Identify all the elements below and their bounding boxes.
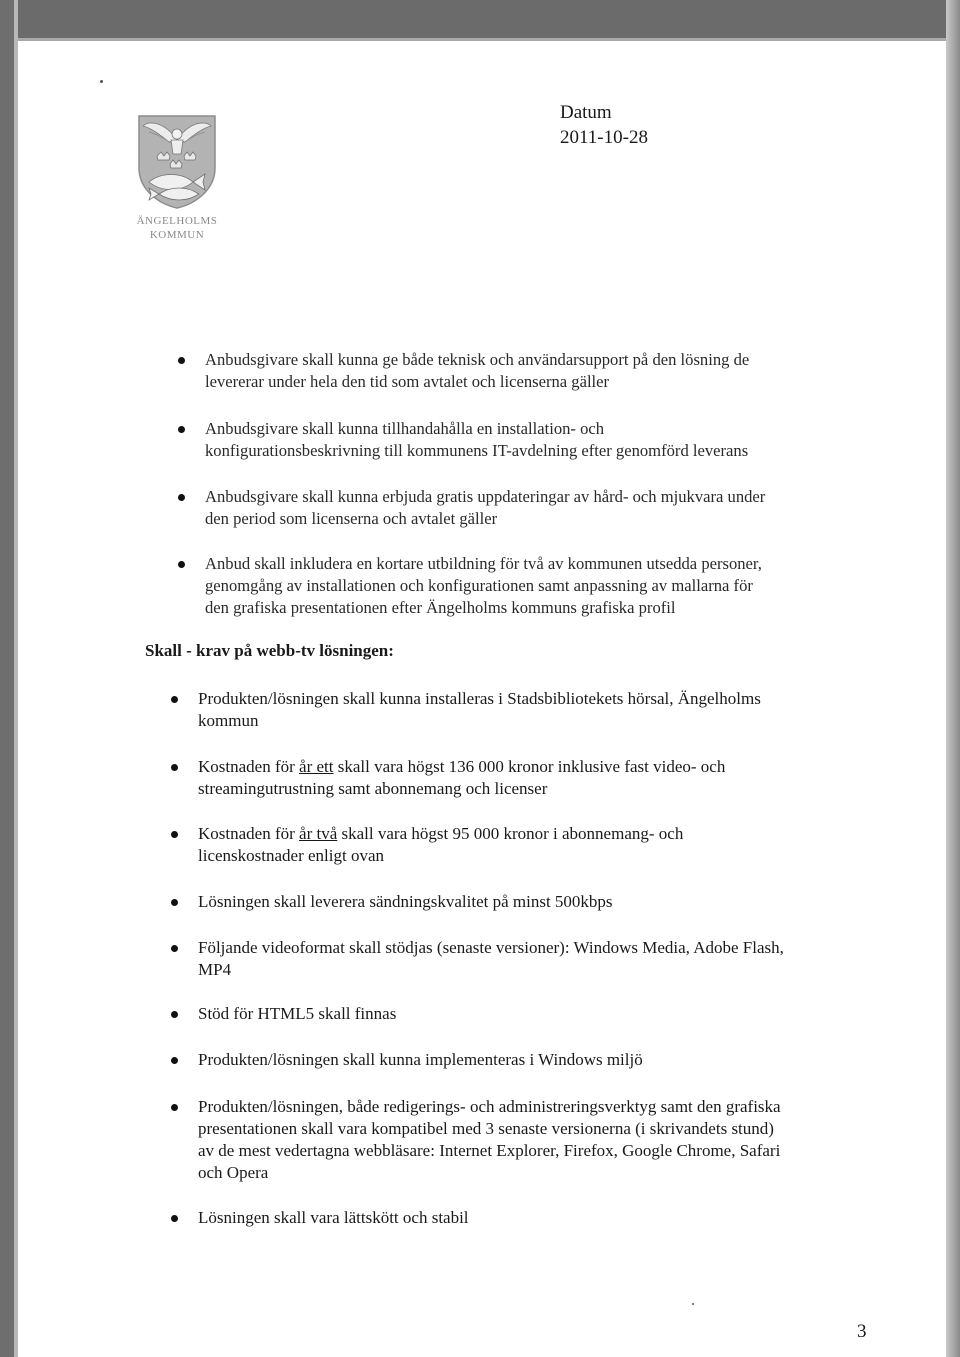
bullet-icon [178, 426, 185, 433]
list-item-line: Produkten/lösningen skall kunna installeras i Stadsbibliotekets hörsal, Ängelholms [198, 689, 761, 708]
list-item-line: presentationen skall vara kompatibel med 3 senaste versionerna (i skrivandets stund) [198, 1119, 774, 1138]
scan-speck [100, 80, 103, 83]
date-label: Datum [560, 102, 612, 123]
bullet-icon [171, 945, 178, 952]
list-item-line: Stöd för HTML5 skall finnas [198, 1004, 397, 1023]
bullet-icon [171, 1215, 178, 1222]
list-item-text: Kostnaden för [198, 824, 300, 843]
bullet-icon [171, 696, 178, 703]
list-item-line: Anbudsgivare skall kunna tillhandahålla en installation- och [205, 419, 605, 438]
bullet-icon [171, 1011, 178, 1018]
scan-edge-left-inner [14, 0, 18, 1357]
logo-name-line2: KOMMUN [149, 229, 205, 241]
list-item-text: skall vara högst 136 000 kronor inklusive fast video- och [333, 757, 726, 776]
list-item-line: och Opera [198, 1163, 269, 1182]
scan-edge-top-inner [18, 38, 960, 41]
list-item-line [198, 823, 683, 845]
bullet-icon [171, 764, 178, 771]
bullet-icon [178, 357, 185, 364]
list-item-line: Produkten/lösningen, både redigerings- och administreringsverktyg samt den grafiska [198, 1097, 781, 1116]
list-item [198, 1049, 643, 1071]
list-item-line: Följande videoformat skall stödjas (senaste versioner): Windows Media, Adobe Flash, [198, 938, 784, 957]
list-item-line: Anbudsgivare skall kunna erbjuda gratis uppdateringar av hård- och mjukvara under [205, 487, 766, 506]
coat-of-arms-icon [129, 110, 225, 210]
list-item [198, 756, 725, 800]
section-heading: Skall - krav på webb-tv lösningen: [145, 641, 394, 660]
page-number: 3 [857, 1321, 867, 1342]
list-item-text: skall vara högst 95 000 kronor i abonnemang- och [337, 824, 684, 843]
list-item [198, 937, 784, 981]
list-item [205, 486, 765, 530]
logo-name-line1: ÄNGELHOLMS [136, 215, 218, 227]
list-item-line: MP4 [198, 960, 232, 979]
list-item [205, 349, 749, 393]
list-item-line: Lösningen skall leverera sändningskvalitet på minst 500kbps [198, 892, 613, 911]
date-value: 2011-10-28 [560, 127, 648, 148]
scan-edge-right [946, 0, 960, 1357]
list-item [198, 1096, 781, 1184]
scan-edge-top [0, 0, 960, 38]
list-item-line: genomgång av installationen och konfigurationen samt anpassning av mallarna för [205, 576, 753, 595]
date-block [560, 100, 648, 150]
list-item-line: streamingutrustning samt abonnemang och licenser [198, 779, 548, 798]
list-item-line: Lösningen skall vara lättskött och stabil [198, 1208, 469, 1227]
bullet-icon [171, 899, 178, 906]
list-item-line: av de mest vedertagna webbläsare: Internet Explorer, Firefox, Google Chrome, Safari [198, 1141, 781, 1160]
list-item-line: den period som licenserna och avtalet gäller [205, 509, 498, 528]
list-item-line: Anbudsgivare skall kunna ge både teknisk och användarsupport på den lösning de [205, 350, 750, 369]
list-item-line: konfigurationsbeskrivning till kommunens IT-avdelning efter genomförd leverans [205, 441, 749, 460]
list-item-text: Kostnaden för [198, 757, 300, 776]
list-item [205, 418, 748, 462]
scan-speck [692, 1303, 694, 1305]
list-item [198, 1207, 469, 1229]
bullet-icon [171, 1057, 178, 1064]
bullet-icon [178, 494, 185, 501]
list-item-line: den grafiska presentationen efter Ängelholms kommuns grafiska profil [205, 598, 676, 617]
list-item-line: Produkten/lösningen skall kunna implementeras i Windows miljö [198, 1050, 643, 1069]
list-item-line: levererar under hela den tid som avtalet och licenserna gäller [205, 372, 610, 391]
bullet-icon [171, 1104, 178, 1111]
list-item-line: Anbud skall inkludera en kortare utbildning för två av kommunen utsedda personer, [205, 554, 762, 573]
list-item-line: kommun [198, 711, 259, 730]
underlined-term: år två [299, 824, 338, 843]
list-item-line: licenskostnader enligt ovan [198, 846, 385, 865]
scan-edge-left [0, 0, 14, 1357]
list-item [198, 823, 683, 867]
list-item [198, 688, 761, 732]
list-item [198, 1003, 396, 1025]
list-item-line [198, 756, 725, 778]
municipality-logo [112, 110, 242, 260]
bullet-icon [171, 831, 178, 838]
list-item [198, 891, 613, 913]
underlined-term: år ett [299, 757, 334, 776]
bullet-icon [178, 561, 185, 568]
list-item [205, 553, 762, 619]
